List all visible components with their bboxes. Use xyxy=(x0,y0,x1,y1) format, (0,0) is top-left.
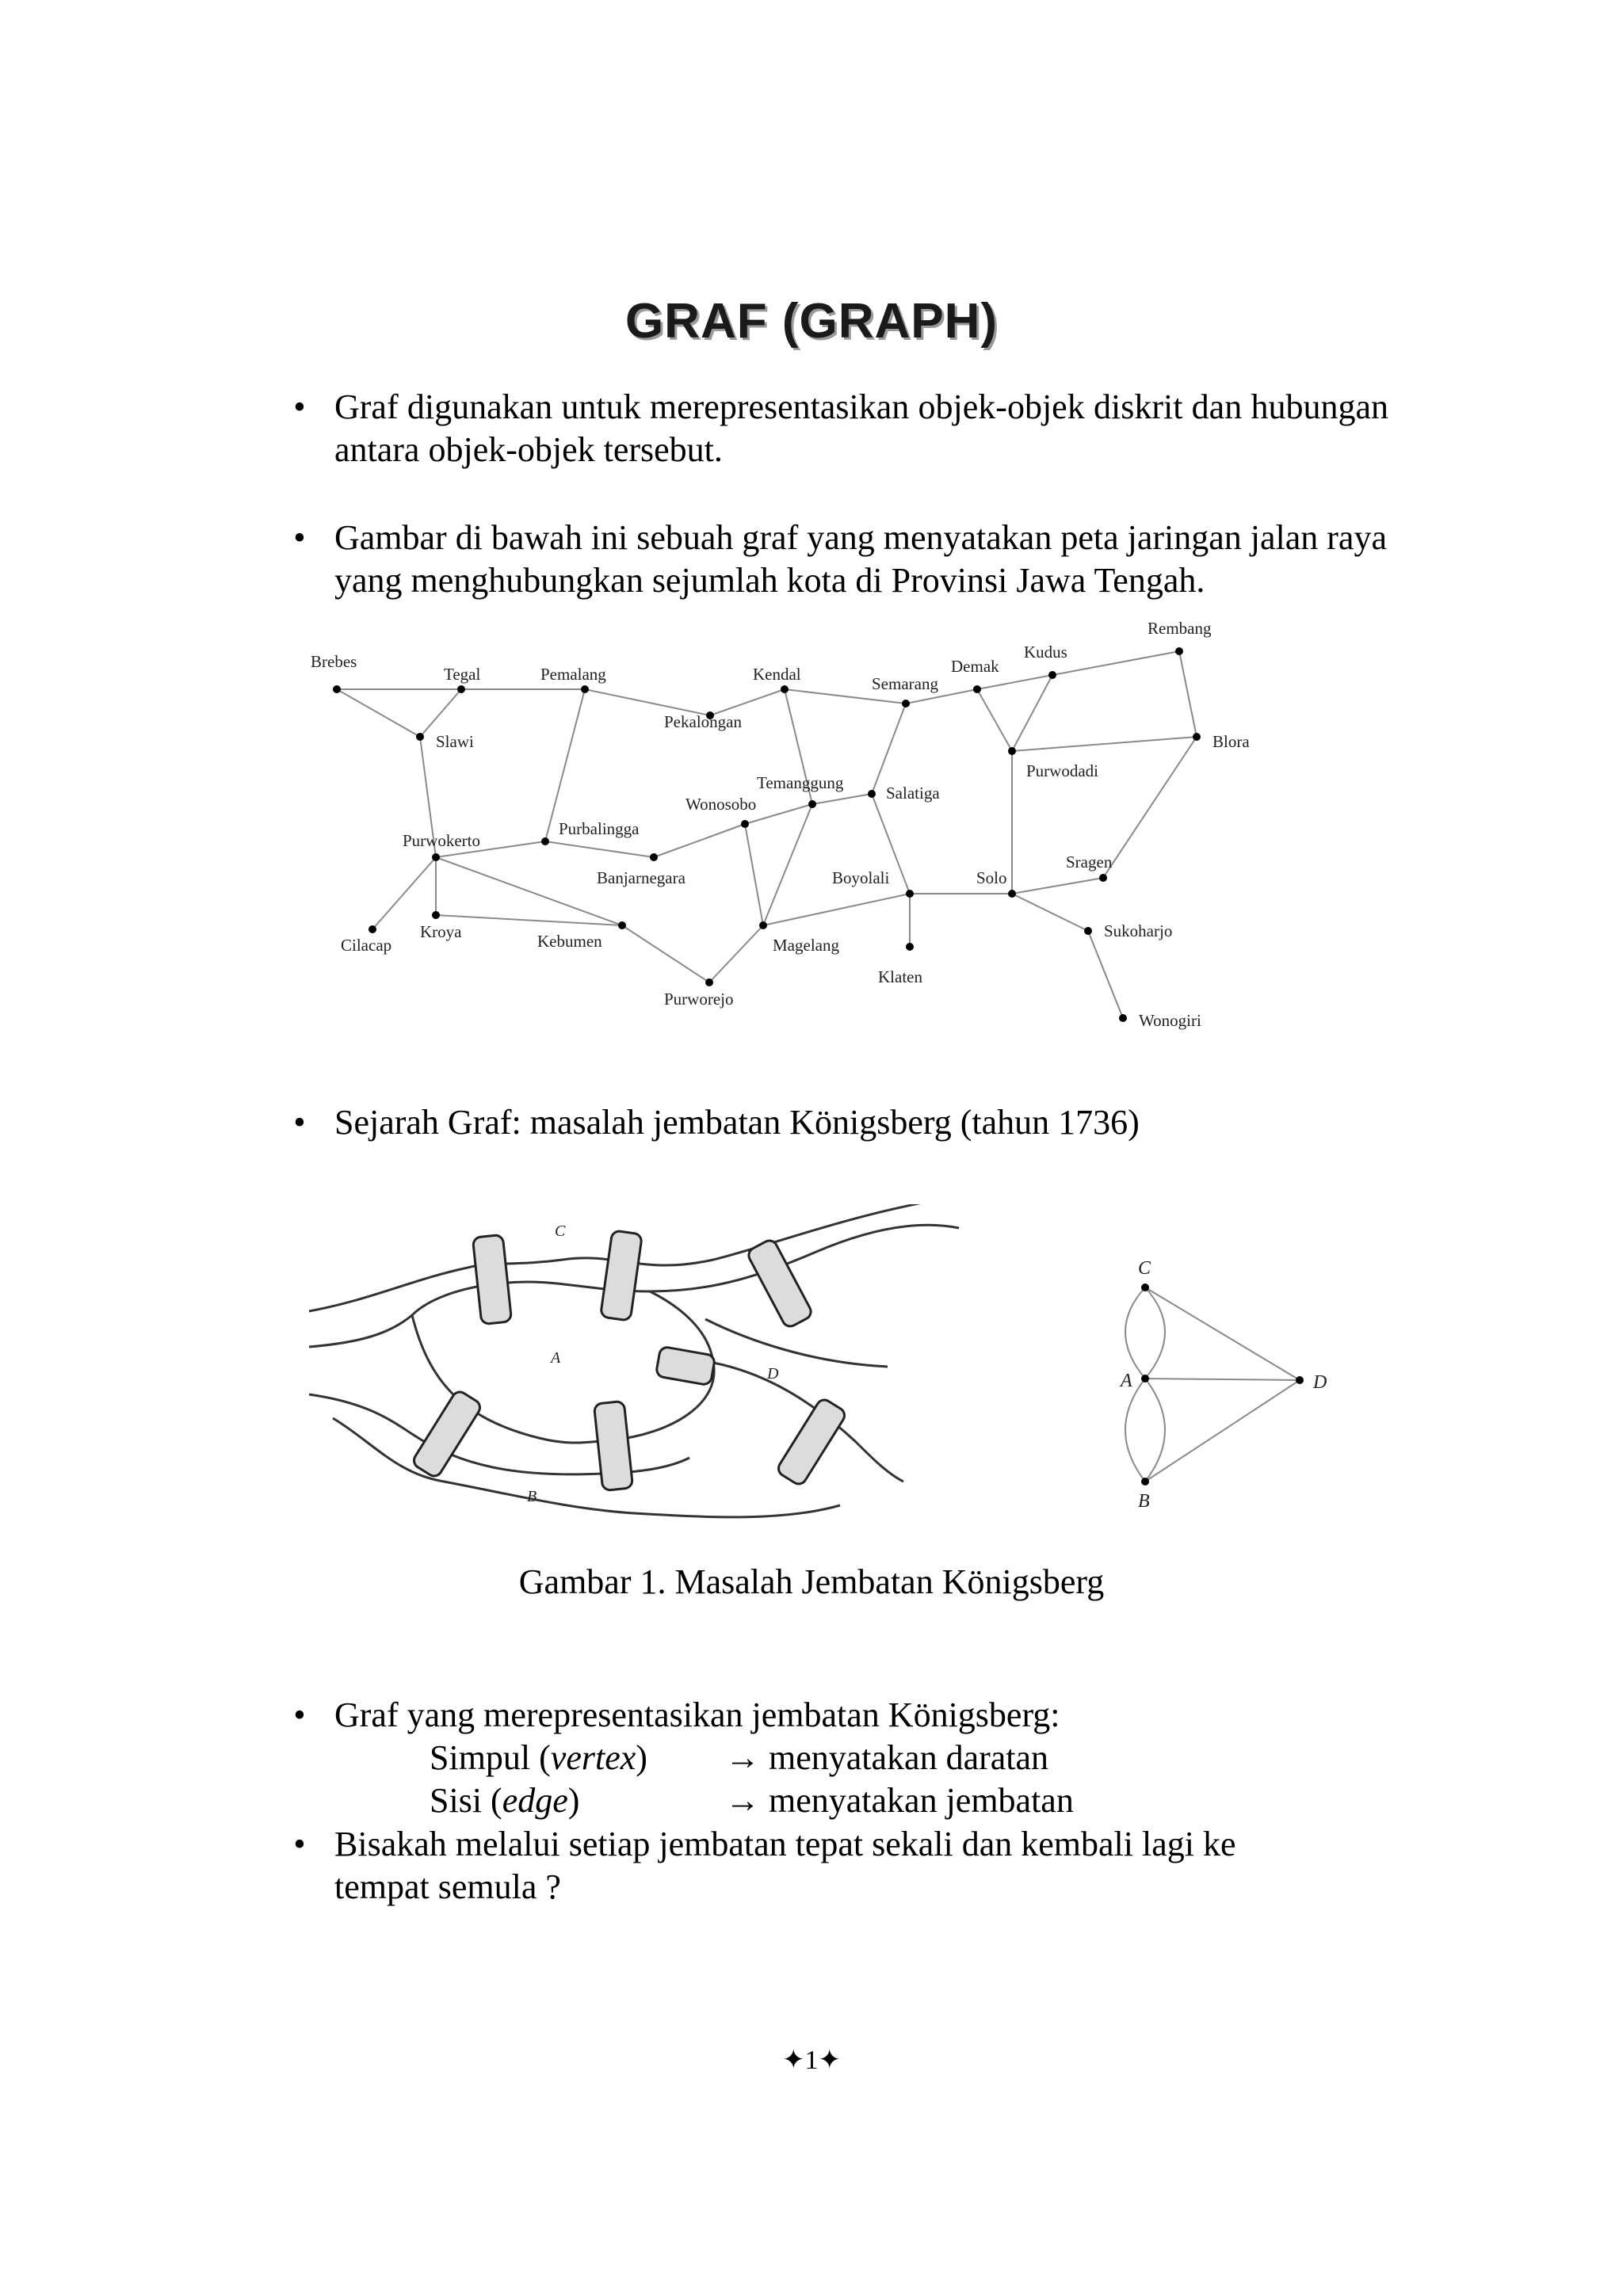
road-edge xyxy=(1088,931,1123,1018)
road-edge xyxy=(436,857,622,925)
sketch-label-b: B xyxy=(527,1488,537,1505)
paragraph-map-intro: Gambar di bawah ini sebuah graf yang menyatakan peta jaringan jalan raya yang menghubungkan sejumlah kota di Provinsi Jawa Tengah. xyxy=(334,518,1387,600)
city-label-salatiga: Salatiga xyxy=(886,784,940,803)
city-node-semarang xyxy=(902,700,910,707)
city-node-cilacap xyxy=(369,925,376,933)
graph-node-d xyxy=(1296,1376,1304,1384)
road-edge xyxy=(1179,651,1197,737)
graph-label-d: D xyxy=(1313,1372,1327,1393)
city-node-demak xyxy=(973,685,981,693)
city-label-wonogiri: Wonogiri xyxy=(1139,1011,1201,1030)
city-node-salatiga xyxy=(868,790,876,798)
left-decor-icon: ✦ xyxy=(782,2046,805,2075)
city-node-wonosobo xyxy=(741,820,749,828)
paragraph-graf-definition: Graf digunakan untuk merepresentasikan objek-objek diskrit dan hubungan antara objek-objek tersebut. xyxy=(334,387,1388,469)
city-label-temanggung: Temanggung xyxy=(757,773,844,792)
city-label-kendal: Kendal xyxy=(753,665,801,684)
konigsberg-bridges-sketch xyxy=(301,1204,983,1521)
figure-caption: Gambar 1. Masalah Jembatan Königsberg xyxy=(518,1562,1105,1601)
graph-edges xyxy=(1125,1287,1300,1482)
city-label-sukoharjo: Sukoharjo xyxy=(1104,921,1173,940)
road-edge xyxy=(372,857,436,929)
graph-label-a: A xyxy=(1121,1371,1132,1391)
city-node-sukoharjo xyxy=(1084,927,1092,935)
page-title: GRAF (GRAPH) xyxy=(624,294,999,349)
bullet-marker: • xyxy=(293,1825,306,1863)
city-label-sragen: Sragen xyxy=(1066,852,1113,871)
graph-label-c: C xyxy=(1138,1258,1151,1279)
road-edge xyxy=(622,925,709,982)
city-node-rembang xyxy=(1175,647,1183,655)
definition-term-edge: Sisi (edge) xyxy=(430,1781,580,1820)
road-edge xyxy=(763,804,812,925)
city-label-klaten: Klaten xyxy=(878,967,922,986)
city-label-demak: Demak xyxy=(951,657,999,676)
definition-meaning-edge: → menyatakan jembatan xyxy=(725,1781,1074,1820)
road-edge xyxy=(1052,651,1179,675)
sketch-label-a: A xyxy=(551,1349,561,1367)
city-node-temanggung xyxy=(808,800,816,808)
paragraph-konigsberg-graph: Graf yang merepresentasikan jembatan Königsberg: xyxy=(334,1695,1060,1734)
road-edge xyxy=(420,689,461,737)
city-label-pekalongan: Pekalongan xyxy=(664,712,742,731)
city-node-solo xyxy=(1008,890,1016,898)
road-edge xyxy=(812,794,872,804)
city-node-blora xyxy=(1193,733,1201,741)
bullet-marker: • xyxy=(293,1103,306,1142)
city-label-purbalingga: Purbalingga xyxy=(559,819,640,838)
city-label-kebumen: Kebumen xyxy=(537,932,602,951)
road-edge xyxy=(1012,894,1088,931)
city-label-brebes: Brebes xyxy=(311,652,357,671)
city-label-purworejo: Purworejo xyxy=(664,990,734,1009)
road-edge xyxy=(872,704,906,794)
city-label-cilacap: Cilacap xyxy=(341,936,392,955)
city-label-boyolali: Boyolali xyxy=(832,868,890,887)
definition-meaning-vertex: → menyatakan daratan xyxy=(725,1738,1049,1777)
city-label-kroya: Kroya xyxy=(420,922,462,941)
city-node-purwodadi xyxy=(1008,747,1016,755)
city-node-kebumen xyxy=(618,921,626,929)
city-label-purwokerto: Purwokerto xyxy=(403,831,480,850)
city-label-purwodadi: Purwodadi xyxy=(1026,761,1098,780)
graph-node-b xyxy=(1141,1478,1149,1486)
city-node-purbalingga xyxy=(541,837,549,845)
city-label-blora: Blora xyxy=(1212,732,1250,751)
sketch-label-c: C xyxy=(555,1222,566,1240)
road-edge xyxy=(1012,675,1052,751)
road-edge xyxy=(977,689,1012,751)
city-label-wonosobo: Wonosobo xyxy=(685,795,757,814)
bridges xyxy=(411,1230,848,1491)
city-node-magelang xyxy=(759,921,767,929)
arrow-icon: → xyxy=(725,1738,760,1777)
road-edge xyxy=(337,689,420,737)
road-edge xyxy=(654,824,745,857)
road-edge xyxy=(436,915,622,925)
city-label-solo: Solo xyxy=(976,868,1007,887)
road-edge xyxy=(1103,737,1197,878)
city-label-magelang: Magelang xyxy=(773,936,839,955)
city-node-pemalang xyxy=(581,685,589,693)
road-edge xyxy=(977,675,1052,689)
city-node-klaten xyxy=(906,943,914,951)
city-node-sragen xyxy=(1099,874,1107,882)
city-node-tegal xyxy=(457,685,465,693)
bullet-marker: • xyxy=(293,1695,306,1734)
city-label-tegal: Tegal xyxy=(444,665,481,684)
city-label-semarang: Semarang xyxy=(872,674,938,693)
city-node-purworejo xyxy=(705,978,713,986)
city-node-kudus xyxy=(1048,671,1056,679)
city-node-slawi xyxy=(416,733,424,741)
road-edge xyxy=(763,894,910,925)
arrow-icon: → xyxy=(725,1781,760,1820)
city-node-purwokerto xyxy=(432,853,440,861)
road-edge xyxy=(1012,878,1103,894)
city-node-kroya xyxy=(432,911,440,919)
city-label-kudus: Kudus xyxy=(1024,643,1067,662)
page-number: ✦1✦ xyxy=(782,2046,841,2075)
city-node-banjarnegara xyxy=(650,853,658,861)
city-node-wonogiri xyxy=(1119,1014,1127,1022)
right-decor-icon: ✦ xyxy=(818,2046,841,2075)
city-node-kendal xyxy=(781,685,789,693)
road-edge xyxy=(745,824,763,925)
city-label-rembang: Rembang xyxy=(1148,619,1212,638)
bullet-marker: • xyxy=(293,387,306,426)
graph-label-b: B xyxy=(1138,1491,1150,1512)
road-edge xyxy=(709,925,763,982)
definition-term-vertex: Simpul (vertex) xyxy=(430,1738,647,1777)
road-edge xyxy=(545,841,654,857)
sketch-label-d: D xyxy=(767,1365,779,1383)
city-node-brebes xyxy=(333,685,341,693)
city-label-slawi: Slawi xyxy=(436,732,474,751)
paragraph-question: Bisakah melalui setiap jembatan tepat sekali dan kembali lagi ke tempat semula ? xyxy=(334,1825,1236,1906)
city-label-banjarnegara: Banjarnegara xyxy=(597,868,685,887)
konigsberg-multigraph xyxy=(1094,1244,1363,1529)
graph-node-c xyxy=(1141,1283,1149,1291)
city-label-pemalang: Pemalang xyxy=(540,665,606,684)
graph-node-a xyxy=(1141,1375,1149,1383)
road-edge xyxy=(1012,737,1197,751)
paragraph-history: Sejarah Graf: masalah jembatan Königsberg (tahun 1736) xyxy=(334,1103,1140,1142)
city-road-network-graph xyxy=(285,610,1347,1054)
city-node-boyolali xyxy=(906,890,914,898)
bullet-marker: • xyxy=(293,518,306,557)
